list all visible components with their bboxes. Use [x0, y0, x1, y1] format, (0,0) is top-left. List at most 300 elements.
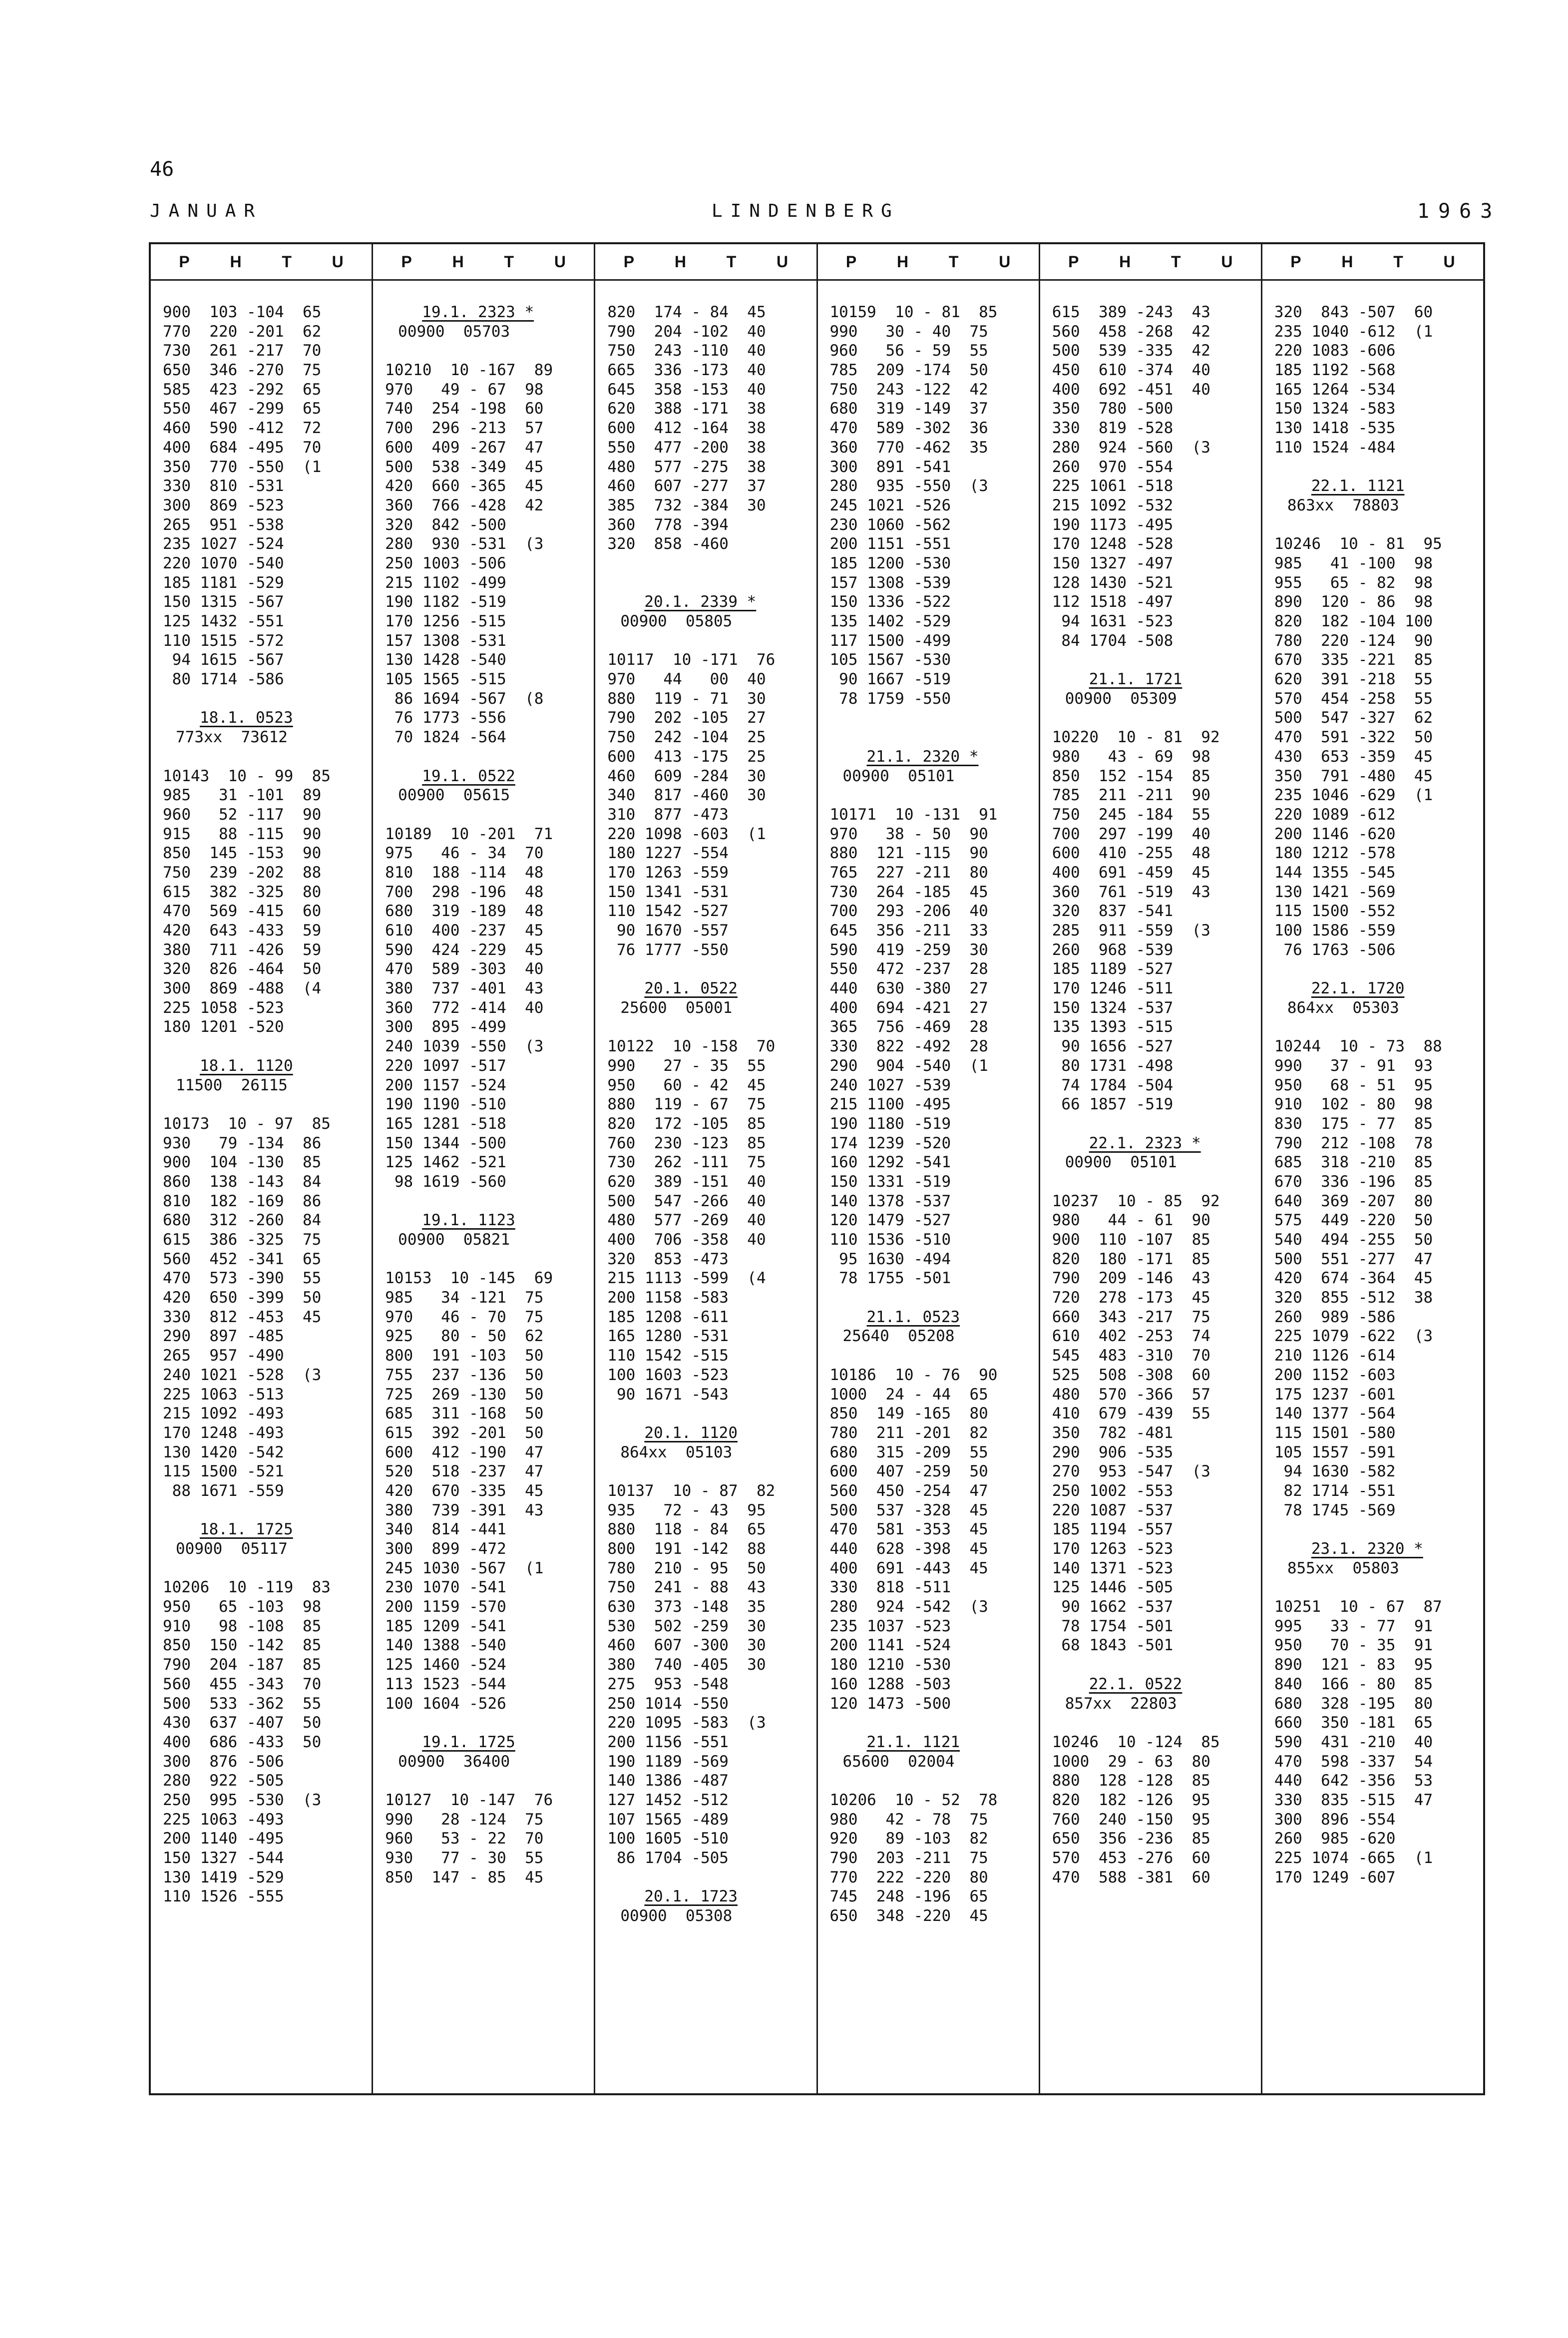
data-row: 560 450 -254 47 [829, 1481, 988, 1500]
column-body [373, 281, 594, 2093]
sounding-header: 18.1. 1120 [200, 1056, 293, 1075]
data-row: 680 328 -195 80 [1274, 1694, 1433, 1713]
column-body [595, 281, 816, 2093]
data-row: 88 1671 -559 [163, 1481, 284, 1500]
data-row: 94 1630 -582 [1274, 1462, 1396, 1481]
data-row: 215 1113 -599 (4 [607, 1269, 766, 1288]
data-row: 470 591 -322 50 [1274, 728, 1433, 747]
data-row: 360 770 -462 35 [829, 438, 988, 457]
spacer [830, 1288, 1039, 1308]
data-row: 160 1292 -541 [829, 1153, 951, 1172]
data-row: 410 679 -439 55 [1052, 1404, 1210, 1423]
data-row: 260 985 -620 [1274, 1830, 1396, 1848]
data-row: 560 452 -341 65 [163, 1250, 322, 1268]
data-row: 78 1745 -569 [1274, 1501, 1396, 1519]
data-row: 450 610 -374 40 [1052, 361, 1210, 380]
data-row: 70 1824 -564 [385, 728, 506, 747]
station-code-row: 855xx 05803 [1287, 1559, 1399, 1577]
data-row: 360 778 -394 [607, 515, 729, 534]
data-row: 170 1256 -515 [385, 612, 506, 630]
station-code-row: 773xx 73612 [176, 728, 288, 747]
spacer [1274, 1578, 1483, 1597]
column-header-label: T [282, 252, 292, 271]
data-row: 685 318 -210 85 [1274, 1153, 1433, 1172]
data-row: 380 740 -405 30 [607, 1656, 766, 1674]
data-row: 575 449 -220 50 [1274, 1211, 1433, 1230]
data-row: 10220 10 - 81 92 [1052, 728, 1220, 747]
data-row: 240 1021 -528 (3 [163, 1366, 322, 1384]
spacer [163, 1095, 372, 1114]
data-row: 650 348 -220 45 [829, 1907, 988, 1925]
sounding-header: 21.1. 1721 [1089, 670, 1182, 689]
data-row: 420 674 -364 45 [1274, 1269, 1433, 1288]
data-row: 750 243 -122 42 [829, 380, 988, 399]
data-row: 225 1063 -493 [163, 1810, 284, 1829]
data-row: 340 814 -441 [385, 1520, 506, 1539]
data-row: 980 42 - 78 75 [829, 1810, 988, 1829]
spacer [385, 747, 594, 767]
sounding-header: 22.1. 1121 [1311, 477, 1405, 495]
sounding-header: 21.1. 1121 [866, 1733, 960, 1751]
data-row: 400 691 -443 45 [829, 1559, 988, 1577]
spacer [1274, 458, 1483, 477]
data-row: 610 400 -237 45 [385, 922, 544, 939]
data-row: 190 1173 -495 [1052, 515, 1174, 534]
data-row: 920 89 -103 82 [829, 1830, 988, 1848]
spacer [830, 728, 1039, 747]
data-row: 150 1344 -500 [385, 1134, 506, 1152]
data-row: 970 49 - 67 98 [385, 380, 544, 399]
data-row: 84 1704 -508 [1052, 631, 1174, 650]
data-row: 150 1327 -544 [163, 1849, 284, 1867]
data-row: 700 297 -199 40 [1052, 825, 1210, 843]
data-row: 650 356 -236 85 [1052, 1830, 1210, 1848]
data-row: 960 52 -117 90 [163, 805, 322, 824]
data-row: 190 1189 -569 [607, 1752, 729, 1771]
station-code-row: 857xx 22803 [1065, 1694, 1177, 1713]
data-row: 545 483 -310 70 [1052, 1347, 1210, 1365]
data-row: 570 454 -258 55 [1274, 689, 1433, 708]
data-row: 320 855 -512 38 [1274, 1289, 1433, 1307]
column-header-row [1262, 244, 1483, 281]
data-row: 78 1754 -501 [1052, 1617, 1174, 1635]
data-row: 745 248 -196 65 [829, 1887, 988, 1906]
column-header-row [595, 244, 816, 281]
data-row: 165 1264 -534 [1274, 380, 1396, 399]
data-row: 330 822 -492 28 [829, 1037, 988, 1056]
data-row: 10153 10 -145 69 [385, 1269, 553, 1288]
data-row: 525 508 -308 60 [1052, 1366, 1210, 1384]
data-row: 400 686 -433 50 [163, 1733, 322, 1751]
column-header-label: T [1393, 252, 1403, 271]
data-row: 970 46 - 70 75 [385, 1308, 544, 1326]
column-header-label: U [1443, 252, 1455, 271]
data-row: 10137 10 - 87 82 [607, 1481, 776, 1500]
column-header-label: T [726, 252, 737, 271]
data-row: 157 1308 -539 [829, 573, 951, 592]
data-row: 300 869 -488 (4 [163, 979, 322, 998]
data-row: 90 1667 -519 [829, 670, 951, 689]
data-row: 470 589 -303 40 [385, 960, 544, 978]
sounding-header: 23.1. 2320 * [1311, 1540, 1423, 1558]
spacer [163, 689, 372, 709]
data-row: 850 152 -154 85 [1052, 767, 1210, 785]
data-row: 990 30 - 40 75 [829, 322, 988, 341]
data-row: 140 1388 -540 [385, 1636, 506, 1655]
data-row: 220 1083 -606 [1274, 342, 1396, 360]
data-row: 100 1586 -559 [1274, 922, 1396, 939]
spacer [830, 1771, 1039, 1791]
column-header-label: U [777, 252, 788, 271]
data-row: 680 319 -189 48 [385, 902, 544, 921]
data-row: 200 1152 -603 [1274, 1366, 1396, 1384]
data-row: 950 60 - 42 45 [607, 1076, 766, 1094]
data-row: 470 598 -337 54 [1274, 1752, 1433, 1771]
data-row: 730 262 -111 75 [607, 1153, 766, 1172]
data-row: 10117 10 -171 76 [607, 651, 776, 669]
data-row: 360 766 -428 42 [385, 496, 544, 514]
data-row: 200 1146 -620 [1274, 825, 1396, 843]
spacer [1274, 1017, 1483, 1037]
spacer [1274, 959, 1483, 979]
data-row: 680 312 -260 84 [163, 1211, 322, 1230]
data-row: 990 28 -124 75 [385, 1810, 544, 1829]
data-row: 74 1784 -504 [1052, 1076, 1174, 1094]
data-row: 380 739 -391 43 [385, 1501, 544, 1519]
station-code-row: 25640 05208 [842, 1327, 955, 1346]
data-row: 320 843 -507 60 [1274, 303, 1433, 321]
data-row: 550 472 -237 28 [829, 960, 988, 978]
data-row: 720 278 -173 45 [1052, 1289, 1210, 1307]
spacer [385, 805, 594, 825]
data-row: 330 819 -528 [1052, 419, 1174, 438]
data-row: 190 1182 -519 [385, 593, 506, 611]
data-row: 165 1280 -531 [607, 1327, 729, 1346]
spacer [607, 573, 816, 593]
data-row: 615 382 -325 80 [163, 883, 322, 901]
data-row: 600 410 -255 48 [1052, 844, 1210, 863]
data-row: 980 44 - 61 90 [1052, 1211, 1210, 1230]
data-row: 115 1500 -552 [1274, 902, 1396, 921]
sounding-header: 19.1. 2323 * [422, 303, 534, 321]
column-header-label: U [554, 252, 566, 271]
column-body [1040, 281, 1261, 2093]
spacer [385, 1192, 594, 1211]
data-row: 320 842 -500 [385, 515, 506, 534]
data-row: 785 211 -211 90 [1052, 786, 1210, 805]
data-row: 130 1418 -535 [1274, 419, 1396, 438]
data-row: 800 191 -103 50 [385, 1347, 544, 1365]
data-row: 250 1002 -553 [1052, 1481, 1174, 1500]
data-row: 350 770 -550 (1 [163, 458, 322, 476]
data-row: 645 358 -153 40 [607, 380, 766, 399]
data-row: 10173 10 - 97 85 [163, 1114, 331, 1133]
data-row: 225 1058 -523 [163, 998, 284, 1017]
data-row: 360 772 -414 40 [385, 998, 544, 1017]
station-code-row: 00900 05101 [842, 767, 955, 785]
data-row: 300 876 -506 [163, 1752, 284, 1771]
data-row: 785 209 -174 50 [829, 361, 988, 380]
data-row: 820 182 -104 100 [1274, 612, 1433, 630]
data-row: 790 204 -102 40 [607, 322, 766, 341]
spacer [1052, 1655, 1261, 1675]
data-row: 110 1542 -527 [607, 902, 729, 921]
data-row: 280 930 -531 (3 [385, 535, 544, 553]
data-row: 400 691 -459 45 [1052, 863, 1210, 882]
data-row: 78 1755 -501 [829, 1269, 951, 1288]
column-header-label: H [897, 252, 909, 271]
spacer [1052, 1713, 1261, 1733]
data-row: 280 924 -560 (3 [1052, 438, 1210, 457]
data-row: 220 1097 -517 [385, 1056, 506, 1075]
data-row: 615 386 -325 75 [163, 1231, 322, 1249]
station-code-row: 11500 26115 [176, 1076, 288, 1094]
data-row: 770 222 -220 80 [829, 1868, 988, 1886]
data-row: 150 1324 -583 [1274, 400, 1396, 418]
data-row: 300 899 -472 [385, 1540, 506, 1558]
data-row: 900 104 -130 85 [163, 1153, 322, 1172]
data-row: 610 402 -253 74 [1052, 1327, 1210, 1346]
data-row: 215 1100 -495 [829, 1095, 951, 1114]
page-number: 46 [150, 158, 174, 181]
data-row: 500 538 -349 45 [385, 458, 544, 476]
data-row: 730 261 -217 70 [163, 342, 322, 360]
data-row: 620 391 -218 55 [1274, 670, 1433, 689]
data-row: 270 953 -547 (3 [1052, 1462, 1210, 1481]
data-row: 615 392 -201 50 [385, 1423, 544, 1442]
data-row: 760 230 -123 85 [607, 1134, 766, 1152]
station-code-row: 00900 05101 [1065, 1153, 1177, 1172]
data-row: 130 1420 -542 [163, 1443, 284, 1461]
data-row: 770 220 -201 62 [163, 322, 322, 341]
column-header-label: U [999, 252, 1011, 271]
data-row: 10206 10 - 52 78 [829, 1791, 998, 1809]
data-row: 950 65 -103 98 [163, 1598, 322, 1616]
data-row: 180 1210 -530 [829, 1656, 951, 1674]
data-row: 280 922 -505 [163, 1772, 284, 1790]
data-row: 80 1731 -498 [1052, 1056, 1174, 1075]
data-row: 130 1428 -540 [385, 651, 506, 669]
data-row: 185 1181 -529 [163, 573, 284, 592]
data-row: 130 1421 -569 [1274, 883, 1396, 901]
data-row: 285 911 -559 (3 [1052, 922, 1210, 939]
column-body [1262, 281, 1483, 2093]
data-row: 144 1355 -545 [1274, 863, 1396, 882]
data-row: 890 121 - 83 95 [1274, 1656, 1433, 1674]
sounding-header: 19.1. 0522 [422, 767, 515, 785]
data-row: 10171 10 -131 91 [829, 805, 998, 824]
station-code-row: 00900 05309 [1065, 689, 1177, 708]
data-row: 985 41 -100 98 [1274, 554, 1433, 572]
column-header-label: H [230, 252, 242, 271]
data-row: 850 145 -153 90 [163, 844, 322, 863]
data-row: 880 121 -115 90 [829, 844, 988, 863]
data-row: 420 643 -433 59 [163, 922, 322, 939]
data-row: 470 581 -353 45 [829, 1520, 988, 1539]
data-row: 970 44 00 40 [607, 670, 766, 689]
data-row: 170 1263 -523 [1052, 1540, 1174, 1558]
data-row: 10246 10 -124 85 [1052, 1733, 1220, 1751]
spacer [1052, 708, 1261, 728]
spacer [1052, 1172, 1261, 1192]
data-row: 10244 10 - 73 88 [1274, 1037, 1442, 1056]
data-row: 400 684 -495 70 [163, 438, 322, 457]
data-row: 290 897 -485 [163, 1327, 284, 1346]
data-row: 260 989 -586 [1274, 1308, 1396, 1326]
data-row: 380 737 -401 43 [385, 979, 544, 998]
column-header-label: H [452, 252, 464, 271]
data-row: 750 243 -110 40 [607, 342, 766, 360]
data-row: 90 1671 -543 [607, 1385, 729, 1403]
data-row: 200 1156 -551 [607, 1733, 729, 1751]
station-code-row: 864xx 05303 [1287, 998, 1399, 1017]
data-row: 640 369 -207 80 [1274, 1192, 1433, 1210]
sounding-header: 19.1. 1123 [422, 1211, 515, 1230]
data-row: 360 761 -519 43 [1052, 883, 1210, 901]
data-row: 665 336 -173 40 [607, 361, 766, 380]
data-row: 960 53 - 22 70 [385, 1830, 544, 1848]
data-row: 66 1857 -519 [1052, 1095, 1174, 1114]
data-row: 117 1500 -499 [829, 631, 951, 650]
spacer [1274, 515, 1483, 535]
data-row: 265 957 -490 [163, 1347, 284, 1365]
data-row: 900 110 -107 85 [1052, 1231, 1210, 1249]
data-row: 660 343 -217 75 [1052, 1308, 1210, 1326]
data-row: 10159 10 - 81 85 [829, 303, 998, 321]
data-row: 174 1239 -520 [829, 1134, 951, 1152]
column-body [151, 281, 372, 2093]
sounding-header: 19.1. 1725 [422, 1733, 515, 1751]
data-row: 150 1331 -519 [829, 1172, 951, 1191]
spacer [385, 341, 594, 361]
data-row: 135 1393 -515 [1052, 1018, 1174, 1036]
data-row: 300 891 -541 [829, 458, 951, 476]
data-row: 105 1565 -515 [385, 670, 506, 689]
data-row: 170 1249 -607 [1274, 1868, 1396, 1886]
data-row: 500 539 -335 42 [1052, 342, 1210, 360]
data-row: 900 103 -104 65 [163, 303, 322, 321]
data-row: 86 1694 -567 (8 [385, 689, 544, 708]
data-row: 960 56 - 59 55 [829, 342, 988, 360]
data-row: 230 1060 -562 [829, 515, 951, 534]
data-row: 110 1515 -572 [163, 631, 284, 650]
data-row: 550 477 -200 38 [607, 438, 766, 457]
data-row: 10186 10 - 76 90 [829, 1366, 998, 1384]
data-row: 185 1194 -557 [1052, 1520, 1174, 1539]
data-row: 385 732 -384 30 [607, 496, 766, 514]
data-row: 140 1386 -487 [607, 1772, 729, 1790]
data-row: 245 1030 -567 (1 [385, 1559, 544, 1577]
data-row: 460 607 -277 37 [607, 477, 766, 495]
data-row: 170 1263 -559 [607, 863, 729, 882]
data-row: 790 209 -146 43 [1052, 1269, 1210, 1288]
station-code-row: 00900 05308 [620, 1907, 733, 1925]
data-row: 82 1714 -551 [1274, 1481, 1396, 1500]
sounding-header: 22.1. 1720 [1311, 979, 1405, 998]
data-row: 840 166 - 80 85 [1274, 1675, 1433, 1693]
data-row: 480 577 -275 38 [607, 458, 766, 476]
data-row: 115 1501 -580 [1274, 1423, 1396, 1442]
data-row: 140 1377 -564 [1274, 1404, 1396, 1423]
data-row: 480 570 -366 57 [1052, 1385, 1210, 1403]
data-row: 420 670 -335 45 [385, 1481, 544, 1500]
sounding-header: 18.1. 1725 [200, 1520, 293, 1539]
sounding-data-table [149, 242, 1485, 2095]
data-row: 350 791 -480 45 [1274, 767, 1433, 785]
data-row: 320 858 -460 [607, 535, 729, 553]
column-header-label: H [674, 252, 686, 271]
data-row: 430 637 -407 50 [163, 1714, 322, 1732]
data-row: 470 588 -381 60 [1052, 1868, 1210, 1886]
data-row: 995 33 - 77 91 [1274, 1617, 1433, 1635]
data-row: 330 812 -453 45 [163, 1308, 322, 1326]
spacer [163, 747, 372, 767]
column-header-label: T [1171, 252, 1181, 271]
data-row: 670 335 -221 85 [1274, 651, 1433, 669]
data-row: 340 817 -460 30 [607, 786, 766, 805]
data-row: 530 502 -259 30 [607, 1617, 766, 1635]
data-row: 260 970 -554 [1052, 458, 1174, 476]
station-code-row: 25600 05001 [620, 998, 733, 1017]
data-row: 585 423 -292 65 [163, 380, 322, 399]
data-row: 170 1248 -528 [1052, 535, 1174, 553]
station-code-row: 00900 05805 [620, 612, 733, 630]
data-row: 220 1087 -537 [1052, 1501, 1174, 1519]
spacer [385, 1771, 594, 1791]
sounding-header: 20.1. 2339 * [644, 593, 757, 611]
spacer [830, 1346, 1039, 1366]
data-row: 300 895 -499 [385, 1018, 506, 1036]
data-row: 78 1759 -550 [829, 689, 951, 708]
data-row: 120 1473 -500 [829, 1694, 951, 1713]
spacer [607, 1462, 816, 1481]
data-row: 400 706 -358 40 [607, 1231, 766, 1249]
data-row: 10237 10 - 85 92 [1052, 1192, 1220, 1210]
data-row: 113 1523 -544 [385, 1675, 506, 1693]
data-row: 185 1189 -527 [1052, 960, 1174, 978]
data-row: 290 904 -540 (1 [829, 1056, 988, 1075]
data-row: 90 1670 -557 [607, 922, 729, 939]
data-row: 10206 10 -119 83 [163, 1578, 331, 1597]
data-row: 320 837 -541 [1052, 902, 1174, 921]
column-header-label: P [845, 252, 857, 271]
data-row: 600 407 -259 50 [829, 1462, 988, 1481]
spacer [607, 1017, 816, 1037]
spacer [607, 959, 816, 979]
data-row: 290 906 -535 [1052, 1443, 1174, 1461]
data-row: 560 458 -268 42 [1052, 322, 1210, 341]
data-row: 350 780 -500 [1052, 400, 1174, 418]
data-row: 245 1021 -526 [829, 496, 951, 514]
data-row: 90 1662 -537 [1052, 1598, 1174, 1616]
data-row: 620 388 -171 38 [607, 400, 766, 418]
station-code-row: 863xx 78803 [1287, 496, 1399, 514]
sounding-header: 20.1. 1120 [644, 1423, 738, 1442]
data-row: 750 239 -202 88 [163, 863, 322, 882]
data-row: 175 1237 -601 [1274, 1385, 1396, 1403]
data-row: 500 533 -362 55 [163, 1694, 322, 1713]
data-row: 670 336 -196 85 [1274, 1172, 1433, 1191]
sounding-header: 21.1. 2320 * [866, 747, 979, 766]
data-row: 330 810 -531 [163, 477, 284, 495]
data-row: 350 782 -481 [1052, 1423, 1174, 1442]
data-row: 790 204 -187 85 [163, 1656, 322, 1674]
data-row: 128 1430 -521 [1052, 573, 1174, 592]
data-row: 800 191 -142 88 [607, 1540, 766, 1558]
column-header-label: T [504, 252, 514, 271]
data-row: 780 210 - 95 50 [607, 1559, 766, 1577]
data-column [151, 244, 372, 2093]
